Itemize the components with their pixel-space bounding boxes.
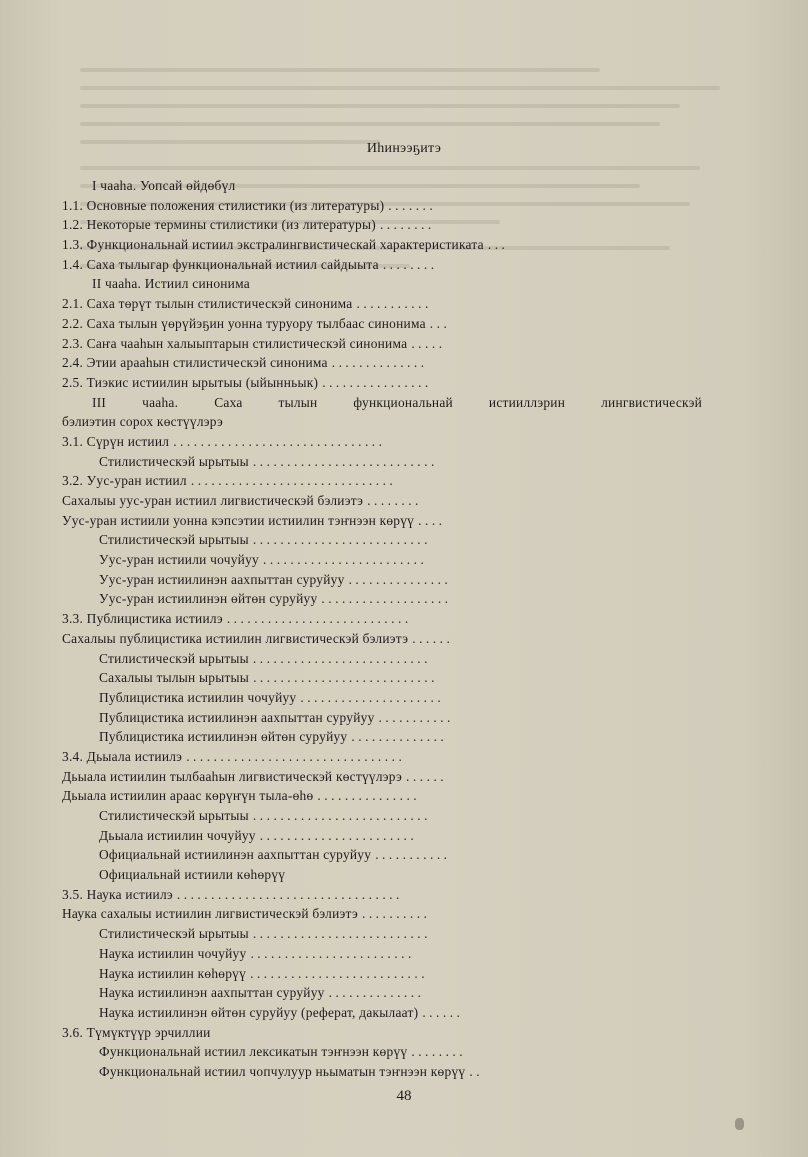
toc-entry — [62, 845, 702, 865]
toc-entry — [62, 215, 702, 235]
toc-leader-dots: ........................... — [253, 670, 438, 686]
toc-leader-dots: ........................ — [250, 945, 415, 961]
toc-leader-dots: .... — [418, 512, 446, 528]
toc-leader-dots: ........ — [367, 493, 422, 509]
toc-leader-dots: ..................... — [300, 689, 445, 705]
toc-entry-text: Наука истиилинэн өйтөн суруйуу (реферат, дакылаат) — [99, 1004, 419, 1020]
toc-entry — [62, 904, 702, 924]
toc-leader-dots: .............. — [328, 985, 425, 1001]
toc-entry — [62, 786, 702, 806]
toc-entry — [62, 491, 702, 511]
toc-leader-dots: .............. — [331, 355, 428, 371]
toc-entry — [62, 373, 702, 393]
toc-entry — [62, 1023, 702, 1043]
toc-entry-text: Сахалыы тылын ырытыы — [99, 670, 250, 686]
toc-entry — [62, 196, 702, 216]
toc-leader-dots: ........... — [356, 296, 432, 312]
toc-entry — [62, 1062, 702, 1082]
toc-entry — [62, 865, 702, 885]
toc-entry-text: 3.4. Дьыала истиилэ — [62, 748, 183, 764]
toc-entry-text: Наука истиилин көһөрүү — [99, 965, 247, 981]
toc-entry — [62, 1003, 702, 1023]
toc-entry — [62, 452, 702, 472]
toc-entry — [62, 609, 702, 629]
toc-entry-text: Дьыала истиилин тылбааһын лигвистическэй көстүүлэрэ — [62, 768, 403, 784]
toc-entry-text: 3.3. Публицистика истиилэ — [62, 611, 223, 627]
toc-entry — [62, 550, 702, 570]
toc-leader-dots: ...... — [406, 768, 448, 784]
toc-entry-text: 3.5. Наука истиилэ — [62, 886, 173, 902]
toc-entry-text: Уус-уран истиили чочуйуу — [99, 552, 259, 568]
toc-entry — [62, 334, 702, 354]
toc-leader-dots: ... — [429, 315, 451, 331]
toc-entry — [62, 806, 702, 826]
toc-chapter-heading — [62, 274, 702, 294]
toc-entry-text: Уус-уран истиилинэн аахпыттан суруйуу — [99, 571, 345, 587]
toc-leader-dots: ................ — [322, 374, 432, 390]
toc-entry — [62, 708, 702, 728]
toc-leader-dots: ........................... — [226, 611, 412, 627]
toc-entry-text: Публицистика истиилинэн аахпыттан суруйуу — [99, 709, 375, 725]
toc-leader-dots: ........................... — [252, 453, 438, 469]
toc-entry-text: 1.4. Саха тылыгар функциональнай истиил сайдыыта — [62, 256, 379, 272]
toc-entry-text: 2.3. Саҥа чааһын халыыптарын стилистическэй синонима — [62, 335, 408, 351]
toc-entry — [62, 688, 702, 708]
toc-entry-text: Стилистическэй ырытыы — [99, 926, 249, 942]
toc-leader-dots: .......................... — [252, 808, 431, 824]
toc-entry-text: II чааһа. Истиил синонима — [92, 276, 250, 292]
toc-leader-dots: ........................ — [263, 552, 428, 568]
toc-leader-dots: ........... — [375, 847, 451, 863]
toc-leader-dots: ........ — [411, 1044, 467, 1060]
toc-entry-text: Стилистическэй ырытыы — [99, 808, 249, 824]
toc-entry — [62, 1042, 702, 1062]
toc-entry — [62, 649, 702, 669]
toc-entry-text: Публицистика истиилинэн өйтөн суруйуу — [99, 729, 348, 745]
toc-leader-dots: ........ — [379, 217, 435, 233]
toc-leader-dots: ................................. — [176, 886, 403, 902]
toc-leader-dots: ............................... — [173, 433, 386, 449]
toc-entry — [62, 235, 702, 255]
toc-leader-dots: ................... — [321, 591, 452, 607]
toc-entry-text: 3.6. Түмүктүүр эрчиллии — [62, 1024, 211, 1040]
toc-leader-dots: .......................... — [252, 650, 431, 666]
toc-entry — [62, 353, 702, 373]
toc-entry — [62, 885, 702, 905]
toc-leader-dots: .......................... — [250, 965, 429, 981]
toc-leader-dots: ........... — [378, 709, 454, 725]
toc-entry — [62, 747, 702, 767]
toc-leader-dots: ........ — [382, 256, 438, 272]
toc-entry — [62, 727, 702, 747]
toc-entry — [62, 511, 702, 531]
paper-speck — [735, 1118, 744, 1130]
toc-entry-text: III чааһа. Саха тылын функциональнай истииллэрин лингвистическэй — [92, 394, 702, 410]
toc-leader-dots: ....................... — [259, 827, 418, 843]
toc-entry-text: I чааһа. Уопсай өйдөбүл — [92, 178, 236, 193]
toc-entry-text: Публицистика истиилин чочуйуу — [99, 689, 297, 705]
toc-entry-text: 2.2. Саха тылын үөрүйэҕин уонна туруору тылбаас синонима — [62, 315, 426, 331]
page-number: 48 — [396, 1088, 412, 1104]
toc-entry — [62, 294, 702, 314]
toc-entry — [62, 432, 702, 452]
toc-entry — [62, 767, 702, 787]
toc-entry-text: Стилистическэй ырытыы — [99, 650, 249, 666]
toc-entry-text: Уус-уран истиилинэн өйтөн суруйуу — [99, 591, 318, 607]
toc-entry — [62, 314, 702, 334]
toc-entry-text: 1.3. Функциональнай истиил экстралингвистическай характеристиката — [62, 237, 484, 253]
toc-entry-text: Сахалыы уус-уран истиил лигвистическэй бэлиэтэ — [62, 493, 364, 509]
toc-entry-text: Сахалыы публицистика истиилин лигвистическэй бэлиэтэ — [62, 630, 409, 646]
toc-entry — [62, 983, 702, 1003]
toc-entry-text-continued: бэлиэтин сорох көстүүлэрэ — [62, 414, 224, 430]
toc-entry-text: Наука сахалыы истиилин лигвистическэй бэлиэтэ — [62, 906, 358, 922]
toc-entry — [62, 589, 702, 609]
toc-entry-text: Официальнай истиилинэн аахпыттан суруйуу — [99, 847, 372, 863]
toc-leader-dots: ............... — [348, 571, 452, 587]
toc-entry-text: 2.1. Саха төрүт тылын стилистическэй синонима — [62, 296, 353, 312]
toc-entry-text: Функциональнай истиил чопчулуур ньыматын тэҥнээн көрүү — [99, 1063, 466, 1079]
toc-leader-dots: .............. — [351, 729, 448, 745]
toc-entry — [62, 255, 702, 275]
toc-entry — [62, 570, 702, 590]
toc-entry-text: Стилистическэй ырытыы — [99, 532, 249, 548]
toc-entry-text: Официальнай истиили көһөрүү — [99, 867, 286, 883]
toc-leader-dots: ...... — [422, 1004, 464, 1020]
toc-entry — [62, 668, 702, 688]
toc-entry — [62, 964, 702, 984]
toc-entry-text: Функциональнай истиил лексикатын тэҥнээн көрүү — [99, 1044, 408, 1060]
toc-entry — [62, 924, 702, 944]
toc-leader-dots: .......... — [361, 906, 431, 922]
toc-leader-dots: .............................. — [190, 473, 397, 489]
toc-entry-text: 3.1. Сүрүн истиил — [62, 433, 170, 449]
toc-entry-text: 2.4. Этии арааһын стилистическэй синонима — [62, 355, 328, 371]
toc-leader-dots: ............... — [317, 788, 421, 804]
toc-leader-dots: ................................ — [186, 748, 406, 764]
toc-entry — [62, 629, 702, 649]
table-of-contents — [62, 176, 702, 1082]
toc-leader-dots: .......................... — [252, 926, 431, 942]
toc-entry — [62, 530, 702, 550]
toc-leader-dots: ..... — [411, 335, 446, 351]
toc-entry-text: Наука истиилинэн аахпыттан суруйуу — [99, 985, 325, 1001]
toc-entry — [62, 826, 702, 846]
toc-entry-text: Стилистическэй ырытыы — [99, 453, 249, 469]
toc-entry-text: Наука истиилин чочуйуу — [99, 945, 247, 961]
toc-entry — [62, 471, 702, 491]
toc-entry-text: 1.1. Основные положения стилистики (из литературы) — [62, 197, 385, 213]
toc-chapter-heading — [62, 393, 702, 432]
toc-entry-text: 2.5. Тиэкис истиилин ырытыы (ыйынньык) — [62, 374, 319, 390]
toc-entry-text: 1.2. Некоторые термины стилистики (из литературы) — [62, 217, 376, 233]
toc-leader-dots: ....... — [388, 197, 437, 213]
toc-leader-dots: .......................... — [252, 532, 431, 548]
toc-entry — [62, 944, 702, 964]
toc-entry-text: Дьыала истиилин чочуйуу — [99, 827, 256, 843]
toc-chapter-heading — [62, 176, 702, 196]
toc-leader-dots: ...... — [412, 630, 454, 646]
toc-entry-text: Уус-уран истиили уонна кэпсэтии истиилин тэҥнээн көрүү — [62, 512, 415, 528]
toc-entry-text: Дьыала истиилин араас көрүҥүн тыла-өһө — [62, 788, 314, 804]
page-title: Иһинээҕитэ — [366, 141, 442, 156]
toc-leader-dots: .. — [469, 1063, 484, 1079]
toc-entry-text: 3.2. Уус-уран истиил — [62, 473, 187, 489]
toc-leader-dots: ... — [487, 237, 509, 253]
